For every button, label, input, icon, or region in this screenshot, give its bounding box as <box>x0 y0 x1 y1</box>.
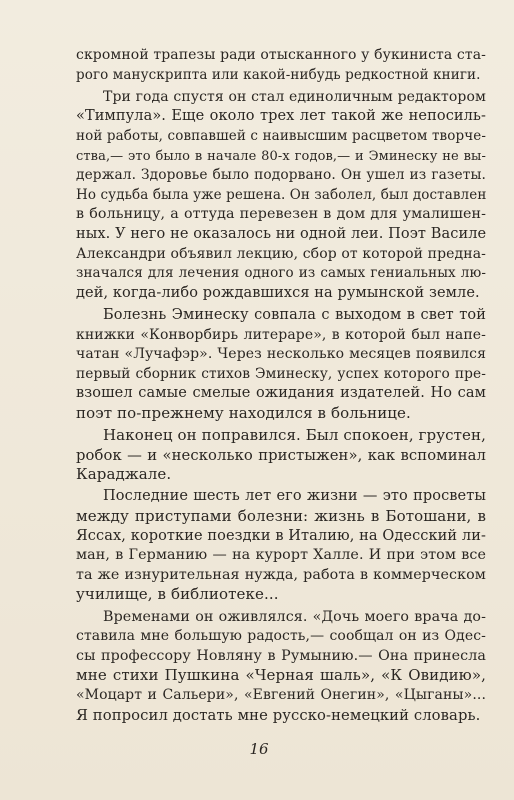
text-line: «Моцарт и Сальери», «Евгений Онегин», «Цыганы»... <box>76 686 486 703</box>
text-line: робок — и «несколько пристыжен», как вспоминал <box>76 446 486 464</box>
text-line: Последние шесть лет его жизни — это просветы <box>103 488 486 505</box>
text-line: между приступами болезни: жизнь в Ботошани, в <box>76 507 486 526</box>
text-line: поэт по-прежнему находился в больнице. <box>76 403 411 422</box>
paragraph <box>76 306 486 424</box>
paragraph <box>76 608 486 726</box>
text-line: ной работы, совпавшей с наивысшим расцветом творче- <box>76 127 486 144</box>
text-line: Я попросил достать мне русско-немецкий словарь. <box>76 706 481 724</box>
text-line: училище, в библиотеке... <box>76 585 279 604</box>
paragraph <box>76 487 486 605</box>
text-line: сы профессору Новляну в Румынию.— Она принесла <box>76 647 486 664</box>
text-line: рого манускрипта или какой-нибудь редкостной книги. <box>76 66 481 83</box>
text-line: Караджале. <box>76 465 172 484</box>
text-line: та же изнурительная нужда, работа в коммерческом <box>76 566 486 583</box>
text-line: Но судьба была уже решена. Он заболел, был доставлен <box>76 186 487 203</box>
text-line: чатан «Лучафэр». Через несколько месяцев появился <box>76 346 486 363</box>
text-line: Болезнь Эминеску совпала с выходом в свет той <box>103 306 486 323</box>
text-line: взошел самые смелые ожидания издателей. Но сам <box>76 385 486 402</box>
text-line: первый сборник стихов Эминеску, успех которого пре- <box>76 365 486 382</box>
text-line: Наконец он поправился. Был спокоен, грустен, <box>103 426 486 445</box>
body-text <box>76 46 486 725</box>
text-line: держал. Здоровье было подорвано. Он ушел из газеты. <box>76 167 486 184</box>
text-line: ных. У него не оказалось ни одной леи. Поэт Василе <box>76 225 487 242</box>
text-line: ман, в Германию — на курорт Халле. И при этом все <box>76 547 486 564</box>
text-line: Три года спустя он стал единоличным редактором <box>103 88 486 105</box>
text-line: Александри объявил лекцию, сбор от которой предна- <box>76 245 486 262</box>
text-line: Временами он оживлялся. «Дочь моего врача до- <box>103 608 486 625</box>
text-line: скромной трапезы ради отысканного у букиниста ста- <box>76 47 486 63</box>
text-line: ства,— это было в начале 80-х годов,— и Эминеску не вы- <box>76 148 486 164</box>
text-line: мне стихи Пушкина «Черная шаль», «К Овидию», <box>76 666 486 685</box>
text-line: «Тимпула». Еще около трех лет такой же непосиль- <box>76 108 486 125</box>
page-number: 16 <box>249 740 269 758</box>
text-line: значался для лечения одного из самых гениальных лю- <box>76 265 486 282</box>
text-line: дей, когда-либо рождавшихся на румынской земле. <box>76 284 480 301</box>
text-line: ставила мне большую радость,— сообщал он из Одес- <box>76 628 486 645</box>
paragraph <box>76 88 486 304</box>
text-line: в больницу, а оттуда перевезен в дом для умалишен- <box>76 206 486 223</box>
paragraph <box>76 426 486 485</box>
paragraph <box>76 46 486 85</box>
text-line: Яссах, короткие поездки в Италию, на Одесский ли- <box>76 527 486 544</box>
text-line: книжки «Конворбирь литераре», в которой был напе- <box>76 326 486 343</box>
